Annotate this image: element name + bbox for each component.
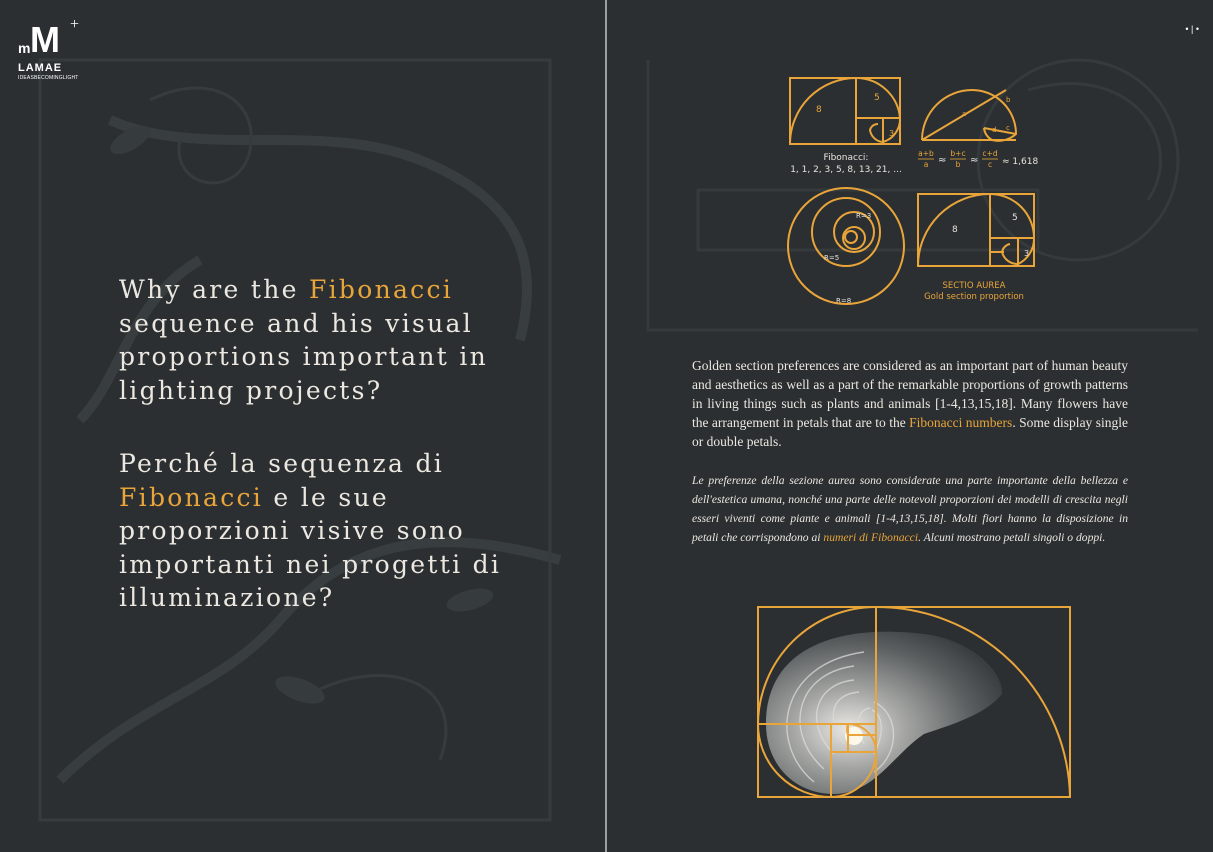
- arc-label-d: d: [992, 126, 997, 134]
- question-italian: [119, 447, 559, 615]
- paragraph-it-after: . Alcuni mostrano petali singoli o doppi.: [918, 531, 1106, 544]
- fibonacci-rectangle-diagram: [786, 74, 908, 178]
- ratio-b-numerator: b+c: [950, 149, 966, 158]
- logo-name: LAMAE: [18, 62, 63, 74]
- paragraph-it-before: Le preferenze della sezione aurea sono considerate una parte importante della bellezza e dell'estetica umana, nonché una parte delle notevoli proporzioni dei modelli di crescita negli esseri viventi come piante e animali [1-4,13,15,18]. Molti fiori hanno la disposizione in petali che corrispondono ai: [692, 474, 1128, 544]
- logo-big-letter: M: [30, 19, 60, 60]
- sectio-aurea-diagram: [914, 190, 1044, 306]
- right-page: [608, 0, 1213, 852]
- question-it-before: Perché la sequenza di: [119, 449, 445, 478]
- approx-2: ≈: [970, 155, 979, 166]
- paragraph-en-highlight: Fibonacci numbers: [909, 415, 1013, 430]
- ratio-a-numerator: a+b: [918, 149, 934, 158]
- ratio-value: ≈ 1,618: [1002, 157, 1039, 167]
- question-en-highlight: Fibonacci: [308, 275, 454, 304]
- sectio-title: SECTIO AUREA: [942, 281, 1006, 291]
- paragraph-en-before: Golden section preferences are considered as an important part of human beauty and aesthetics as well as a part of the remarkable proportions of growth patterns in living things such as plants and animals [1-4,13,15,18]. Many flowers have the arrangement in petals that are to the: [692, 358, 1128, 430]
- sectio-subtitle: Gold section proportion: [924, 292, 1024, 302]
- fibonacci-caption-title: Fibonacci:: [823, 153, 869, 163]
- radius-label-5: R=5: [824, 254, 840, 262]
- radius-label-3: R=3: [856, 212, 872, 220]
- logo-small-letter: m: [18, 40, 31, 56]
- ratio-b-denominator: b: [955, 160, 961, 169]
- arc-label-b: b: [1006, 96, 1011, 104]
- paragraph-english: [692, 356, 1128, 451]
- nautilus-golden-spiral-image: [754, 604, 1074, 800]
- logo-tagline: IDEASBECOMINGLIGHT: [18, 75, 79, 81]
- brand-logo: [18, 16, 90, 88]
- golden-ratio-spiral-diagram: [914, 74, 1042, 176]
- ratio-a-denominator: a: [923, 160, 929, 169]
- square-label-5: 5: [874, 93, 880, 103]
- fibonacci-caption-series: 1, 1, 2, 3, 5, 8, 13, 21, ...: [790, 165, 902, 175]
- left-page: [0, 0, 605, 852]
- paragraph-en-after: . Some display single or double petals.: [692, 415, 1128, 449]
- radius-circles-diagram: [784, 186, 910, 310]
- sectio-square-3: 3: [1024, 249, 1030, 258]
- page-marker: • | •: [1185, 24, 1199, 34]
- square-label-8: 8: [816, 105, 822, 115]
- sectio-square-5: 5: [1012, 213, 1018, 223]
- question-it-highlight: Fibonacci: [119, 482, 264, 512]
- question-it-after: e le sue proporzioni visive sono importanti nei progetti di illuminazione?: [119, 482, 502, 612]
- question-en-after: sequence and his visual proportions important in lighting projects?: [119, 308, 489, 405]
- question-english: [119, 273, 559, 407]
- question-en-before: Why are the: [119, 275, 309, 304]
- logo-plus: +: [70, 16, 80, 33]
- ratio-c-denominator: c: [987, 160, 993, 169]
- ratio-c-numerator: c+d: [982, 149, 998, 158]
- botanical-illustration-background: [0, 0, 605, 852]
- page-divider: [605, 0, 607, 852]
- square-label-3: 3: [889, 129, 895, 138]
- approx-1: ≈: [938, 155, 947, 166]
- radius-label-8: R=8: [836, 297, 852, 305]
- sectio-square-8: 8: [952, 225, 958, 235]
- paragraph-it-highlight: numeri di Fibonacci: [823, 531, 919, 544]
- arc-label-a: a: [962, 110, 967, 118]
- paragraph-italian: [692, 471, 1128, 547]
- arc-label-c: c: [1006, 124, 1010, 132]
